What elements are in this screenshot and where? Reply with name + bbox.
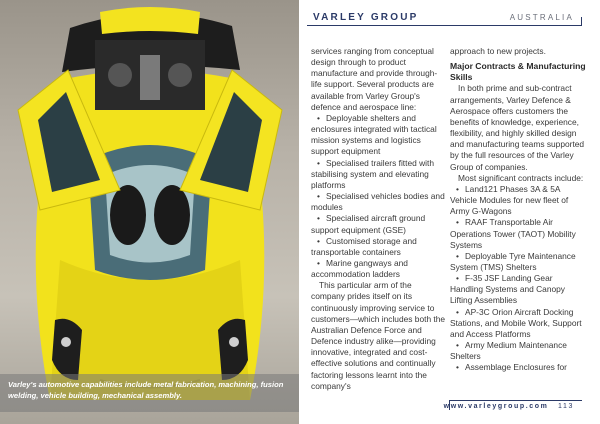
contracts-paragraph: In both prime and sub-contract arrangements, Varley Defence & Aerospace offers customers the benefits of knowledge, experience, flexibility, and highly skilled design and manufacturing teams supported by the full resources of the Varley Group of companies. — [450, 83, 585, 172]
list-item: • Specialised vehicles bodies and modules — [311, 191, 447, 213]
section-heading: Major Contracts & Manufacturing Skills — [450, 61, 586, 83]
outro-paragraph: This particular arm of the company prides itself on its continuously improving service to customers—which includes both the Australian Defence Force and Defence industry alike—providing innovative, integrated and cost-effective solutions and continually factoring lessons learnt into the company's — [311, 280, 446, 391]
column-left — [311, 46, 447, 392]
list-item: • RAAF Transportable Air Operations Tower (TAOT) Mobility Systems — [450, 217, 586, 250]
continued-text: approach to new projects. — [450, 46, 546, 56]
list-item: • Assemblage Enclosures for — [450, 362, 586, 373]
footer-rule — [449, 400, 582, 401]
car-illustration — [0, 0, 299, 424]
list-item: • Customised storage and transportable containers — [311, 236, 447, 258]
intro-paragraph: services ranging from conceptual design through to product manufacture and provide through-life support. Several products are available from Varley Group's defence and aerospace line: — [311, 46, 438, 112]
list-item: • Army Medium Maintenance Shelters — [450, 340, 586, 362]
contract-list — [450, 184, 586, 374]
list-item: • Specialised aircraft ground support equipment (GSE) — [311, 213, 447, 235]
list-item: • AP-3C Orion Aircraft Docking Stations, and Mobile Work, Support and Access Platforms — [450, 307, 586, 340]
car-photo — [0, 0, 299, 424]
contracts-lead: Most significant contracts include: — [458, 172, 584, 183]
page-number: 113 — [558, 403, 574, 410]
list-item: • Marine gangways and accommodation ladders — [311, 258, 447, 280]
list-item: • Specialised trailers fitted with stabilising system and elevating platforms — [311, 158, 447, 191]
footer-url[interactable]: www.varleygroup.com — [443, 403, 549, 410]
column-right — [450, 46, 586, 374]
product-list — [311, 113, 447, 280]
list-item: • F-35 JSF Landing Gear Handling Systems and Canopy Lifting Assemblies — [450, 273, 586, 306]
text-page — [299, 0, 600, 424]
brand-title: VARLEY GROUP — [313, 12, 419, 23]
list-item: • Land121 Phases 3A & 5A Vehicle Modules for new fleet of Army G-Wagons — [450, 184, 586, 217]
list-item: • Deployable Tyre Maintenance System (TMS) Shelters — [450, 251, 586, 273]
header-rule — [307, 25, 582, 26]
list-item: • Deployable shelters and enclosures integrated with tactical mission systems and logistics support equipment — [311, 113, 447, 158]
page-footer — [444, 403, 574, 410]
region-label: AUSTRALIA — [509, 13, 574, 22]
photo-caption: Varley's automotive capabilities include metal fabrication, machining, fusion welding, vehicle building, mechanical assembly. — [0, 374, 299, 412]
